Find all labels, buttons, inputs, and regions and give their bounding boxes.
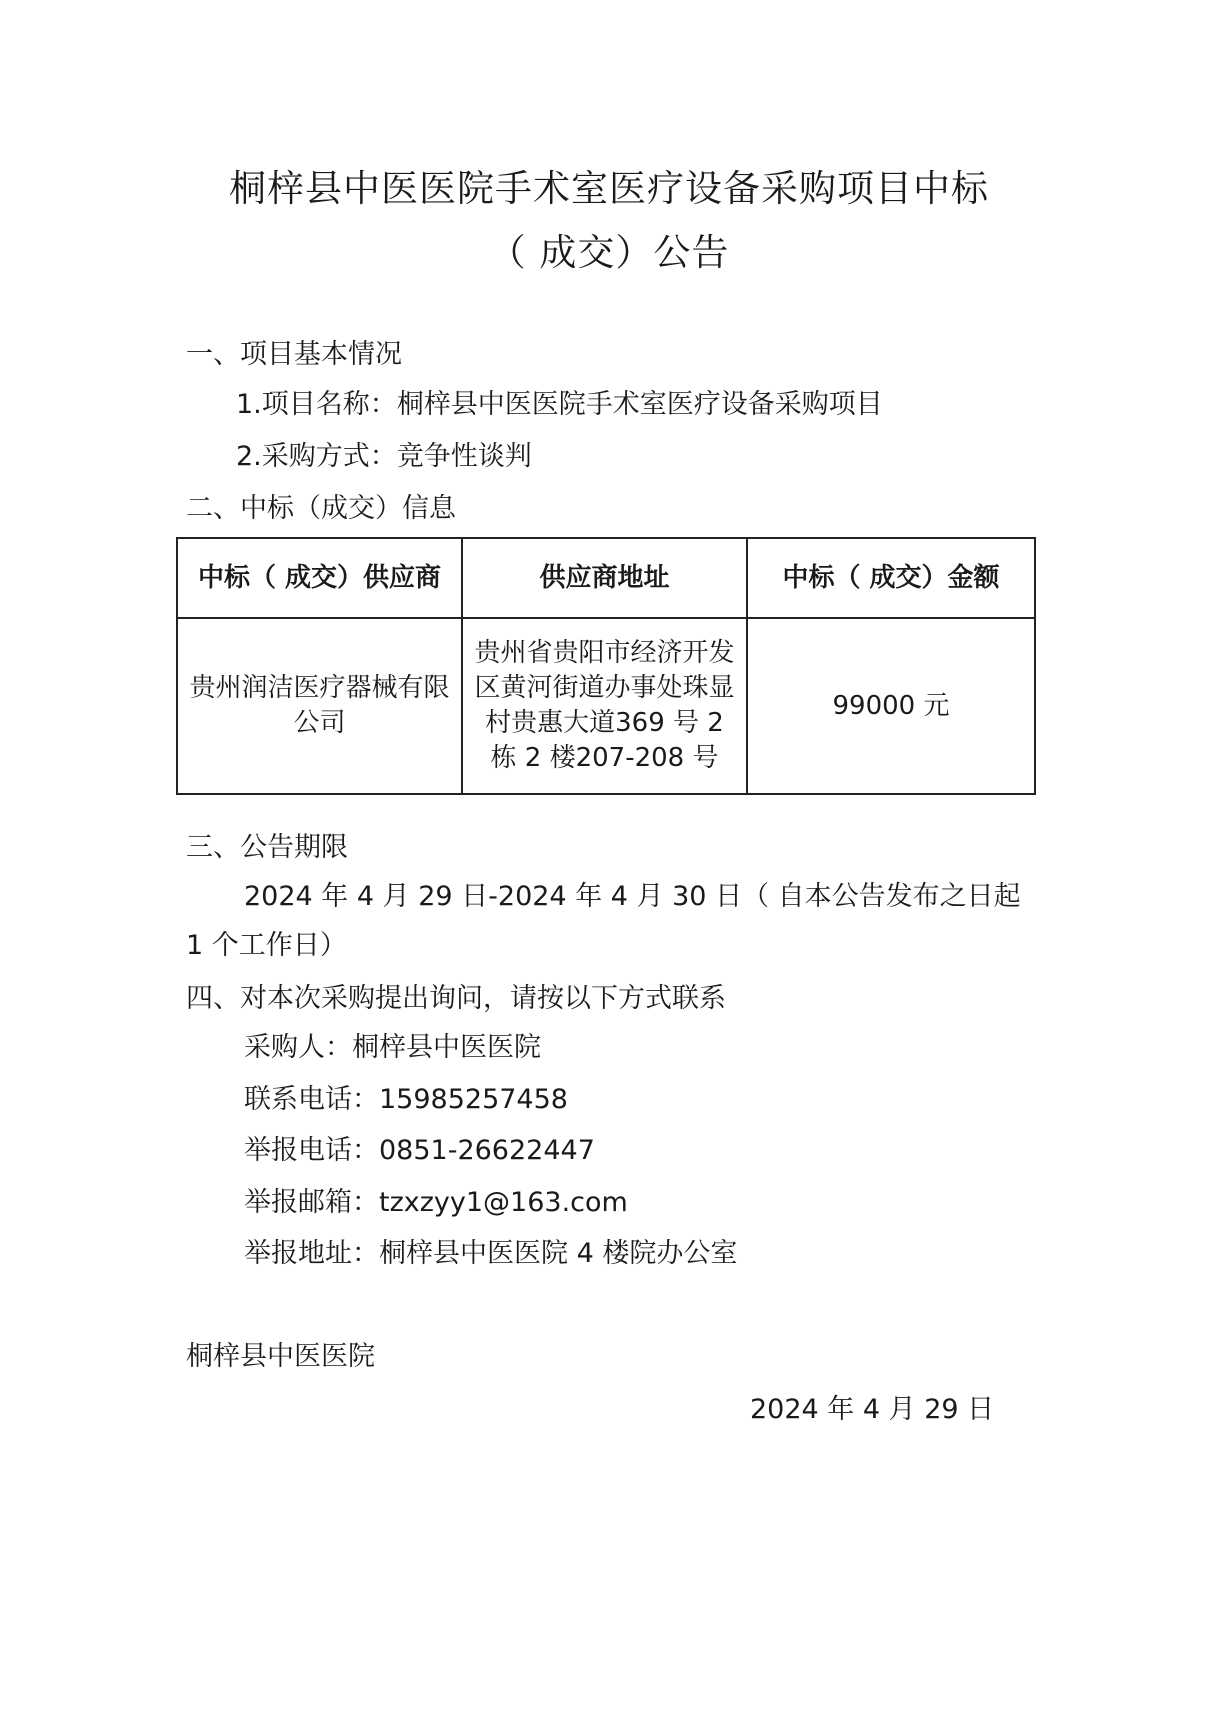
notice-title-line1: 桐梓县中医医院手术室医疗设备采购项目中标 <box>229 167 989 210</box>
contact-phone: 联系电话：15985257458 <box>244 1084 568 1115</box>
section3-heading: 三、公告期限 <box>186 832 348 863</box>
signature-org: 桐梓县中医医院 <box>186 1341 375 1372</box>
section4-heading: 四、对本次采购提出询问，请按以下方式联系 <box>186 983 726 1014</box>
table-header-row <box>177 538 1035 618</box>
cell-amount: 99000 元 <box>747 618 1035 794</box>
notice-title-line2: （ 成交）公告 <box>488 231 730 274</box>
section1-heading: 一、项目基本情况 <box>186 339 402 370</box>
report-address: 举报地址：桐梓县中医医院 4 楼院办公室 <box>244 1238 738 1269</box>
cell-supplier: 贵州润洁医疗器械有限公司 <box>177 618 462 794</box>
section2-heading: 二、中标（成交）信息 <box>186 493 456 524</box>
cell-address: 贵州省贵阳市经济开发区黄河街道办事处珠显村贵惠大道369 号 2 栋 2 楼207-208 号 <box>462 618 747 794</box>
report-phone: 举报电话：0851-26622447 <box>244 1135 595 1166</box>
report-email: 举报邮箱：tzxzyy1@163.com <box>244 1187 628 1218</box>
signature-date: 2024 年 4 月 29 日 <box>750 1394 995 1425</box>
notice-period-line1: 2024 年 4 月 29 日-2024 年 4 月 30 日（ 自本公告发布之日起 <box>244 881 1021 912</box>
award-table <box>176 537 1036 795</box>
procurement-method: 2.采购方式：竞争性谈判 <box>236 441 532 472</box>
project-name: 1.项目名称：桐梓县中医医院手术室医疗设备采购项目 <box>236 389 883 420</box>
header-address: 供应商地址 <box>462 538 747 618</box>
table-row <box>177 618 1035 794</box>
notice-period-line2: 1 个工作日） <box>186 930 347 961</box>
header-supplier: 中标（ 成交）供应商 <box>177 538 462 618</box>
purchaser: 采购人：桐梓县中医医院 <box>244 1032 541 1063</box>
header-amount: 中标（ 成交）金额 <box>747 538 1035 618</box>
